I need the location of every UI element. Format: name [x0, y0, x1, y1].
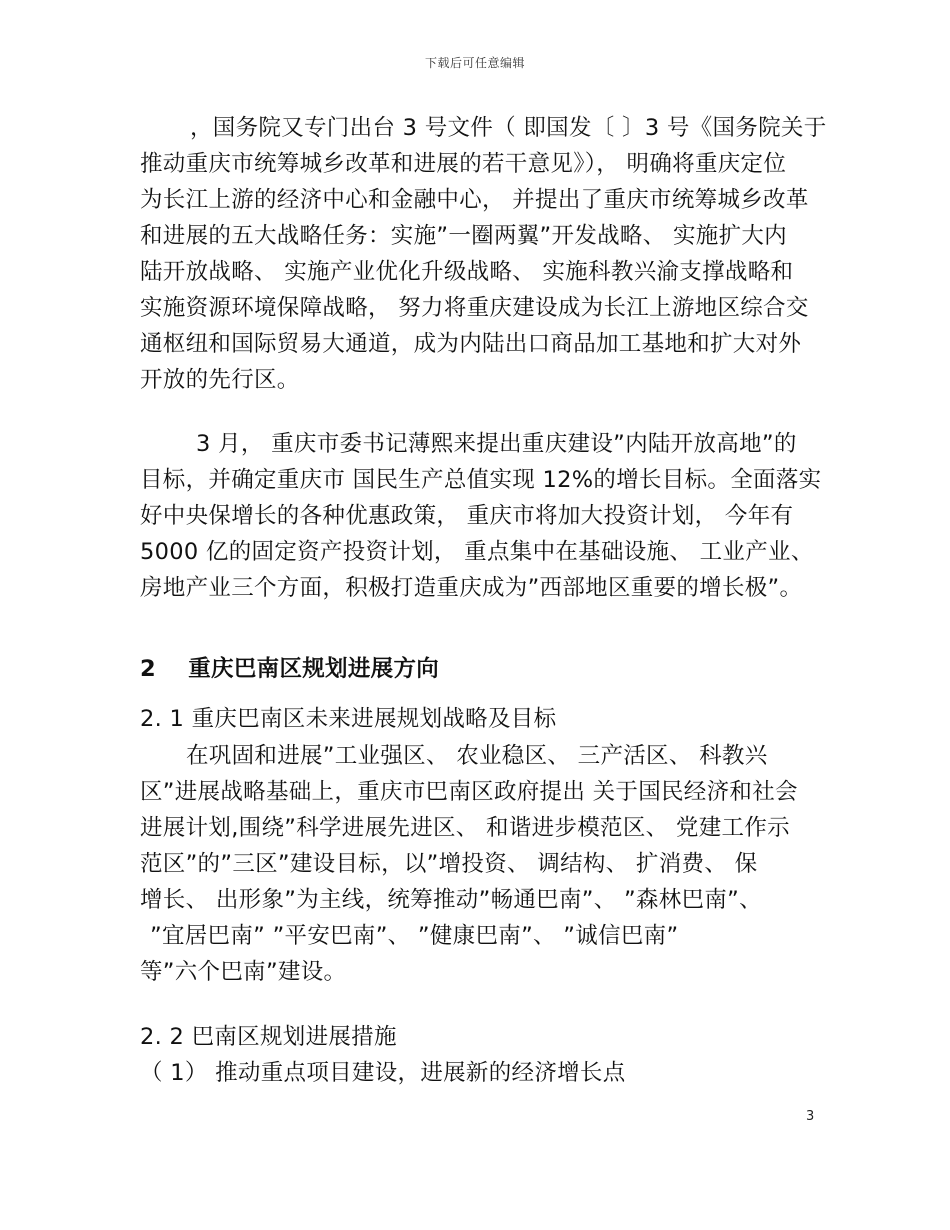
- paragraph-2-line-1: 3 月， 重庆市委书记薄熙来提出重庆建设”内陆开放高地”的: [196, 431, 797, 457]
- section-2-heading: [140, 651, 439, 683]
- paragraph-1-line-8: 开放的先行区。: [140, 367, 300, 393]
- paragraph-2-line-3: 好中央保增长的各种优惠政策， 重庆市将加大投资计划， 今年有: [140, 503, 794, 529]
- paragraph-3-line-1: 在巩固和进展”工业强区、 农业稳区、 三产活区、 科教兴: [186, 743, 768, 769]
- paragraph-3-line-2: 区”进展战略基础上，重庆市巴南区政府提出 关于国民经济和社会: [140, 779, 798, 805]
- section-2-2-heading: 2. 2 巴南区规划进展措施: [140, 1024, 397, 1050]
- paragraph-1-line-6: 实施资源环境保障战略， 努力将重庆建设成为长江上游地区综合交: [140, 295, 809, 321]
- paragraph-3-line-6: ”宜居巴南” ”平安巴南”、 ”健康巴南”、 ”诚信巴南”: [150, 923, 679, 949]
- paragraph-1-line-4: 和进展的五大战略任务：实施”一圈两翼”开发战略、 实施扩大内: [140, 223, 787, 249]
- paragraph-1-line-7: 通枢纽和国际贸易大通道，成为内陆出口商品加工基地和扩大对外: [140, 331, 802, 357]
- paragraph-3-line-7: 等”六个巴南”建设。: [140, 959, 347, 985]
- paragraph-1-line-3: 为长江上游的经济中心和金融中心， 并提出了重庆市统筹城乡改革: [140, 187, 809, 213]
- paragraph-2-line-5: 房地产业三个方面，积极打造重庆成为”西部地区重要的增长极”。: [140, 575, 803, 601]
- section-2-1-heading: 2. 1 重庆巴南区未来进展规划战略及目标: [140, 706, 557, 732]
- section-2-number: 2: [140, 656, 156, 682]
- paragraph-3-line-4: 范区”的”三区”建设目标，以”增投资、 调结构、 扩消费、 保: [140, 851, 758, 877]
- paragraph-3-line-5: 增长、 出形象”为主线，统筹推动”畅通巴南”、 ”森林巴南”、: [140, 887, 762, 913]
- item-1-heading: （ 1） 推动重点项目建设，进展新的经济增长点: [140, 1060, 626, 1086]
- page-number: 3: [806, 1109, 815, 1124]
- paragraph-2-line-4: 5000 亿的固定资产投资计划， 重点集中在基础设施、 工业产业、: [140, 539, 814, 565]
- page-header: 下载后可任意编辑: [424, 56, 525, 70]
- paragraph-1-line-5: 陆开放战略、 实施产业优化升级战略、 实施科教兴渝支撑战略和: [140, 259, 794, 285]
- paragraph-1-line-2: 推动重庆市统筹城乡改革和进展的若干意见》）， 明确将重庆定位: [140, 151, 787, 177]
- paragraph-3-line-3: 进展计划,围绕”科学进展先进区、 和谐进步模范区、 党建工作示: [140, 815, 790, 841]
- section-2-title: 重庆巴南区规划进展方向: [188, 656, 440, 682]
- paragraph-2-line-2: 目标，并确定重庆市 国民生产总值实现 12%的增长目标。全面落实: [140, 467, 822, 493]
- paragraph-1-line-1: ，国务院又专门出台 3 号文件（ 即国发〔 〕3 号《国务院关于: [190, 115, 827, 141]
